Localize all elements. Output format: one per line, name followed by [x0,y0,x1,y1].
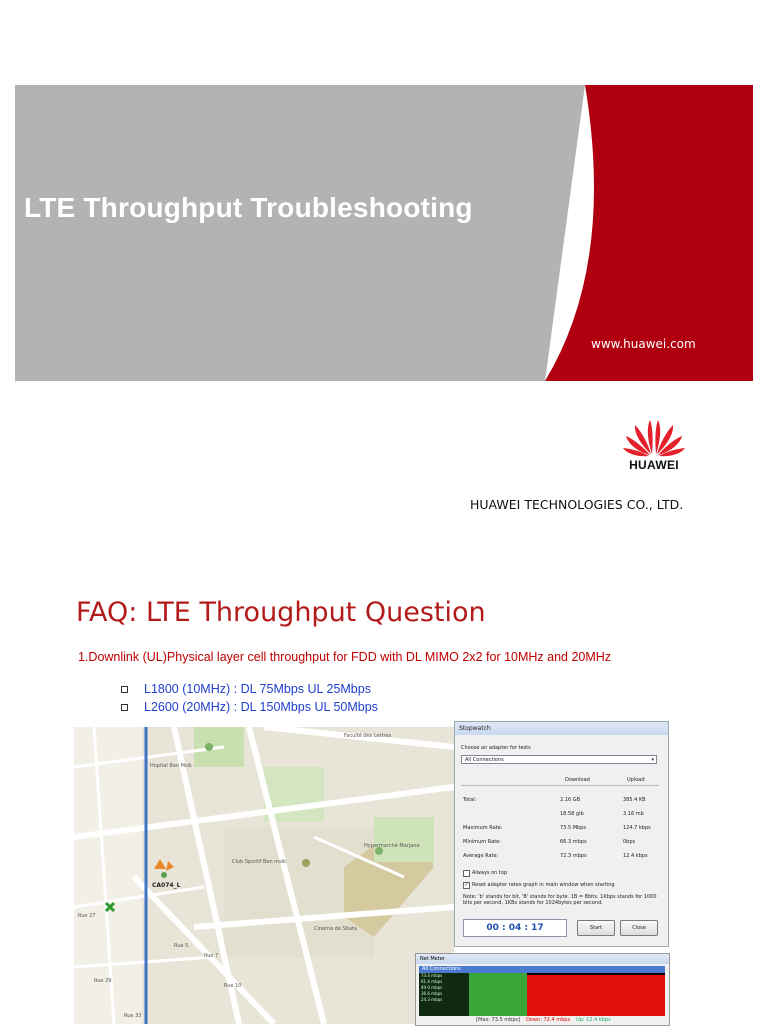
col-download: Download [565,777,590,783]
stat-download: 73.5 Mbps [560,825,586,831]
website-url: www.huawei.com [591,337,696,351]
map-drawing [74,727,454,1024]
stat-upload: 124.7 kbps [623,825,651,831]
stat-download: 72.3 mbps [560,853,587,859]
company-name: HUAWEI TECHNOLOGIES CO., LTD. [470,497,684,512]
stat-upload: 385.4 KB [623,797,646,803]
question-text: 1.Downlink (UL)Physical layer cell throughput for FDD with DL MIMO 2x2 for 10MHz and 20MHz [78,650,612,664]
stat-download: 18.58 gib [560,811,584,817]
reset-checkbox[interactable]: ✓ [464,882,469,888]
adapter-select-value: All Connections [465,757,504,763]
graph-download-area [527,975,665,1016]
stat-label: Total: [463,797,477,803]
close-button[interactable]: Close [620,920,658,936]
svg-text:Hypermarché Marjane: Hypermarché Marjane [364,843,420,849]
graph-scale [419,973,471,1016]
stopwatch-window [454,721,669,947]
netmeter-tab: All Connections [419,966,665,973]
bullet-text: L2600 (20MHz) : DL 150Mbps UL 50Mbps [144,700,378,714]
netmeter-window [415,953,670,1026]
elapsed-timer: 00 : 04 : 17 [463,919,567,937]
svg-text:Faculté des Lettres: Faculté des Lettres [344,733,392,739]
stat-label: Maximum Rate: [463,825,503,831]
presentation-title: LTE Throughput Troubleshooting [24,192,473,223]
scale-label: 49.0 mbps [421,985,443,990]
scale-label: 36.6 mbps [421,991,443,996]
stopwatch-titlebar [455,722,668,735]
stat-download: 2.16 GB [560,797,581,803]
scale-label: 73.4 mbps [421,973,443,978]
list-item [121,698,378,716]
svg-text:Cinema de Sbata: Cinema de Sbata [314,926,357,932]
svg-text:CA074_L: CA074_L [152,882,181,889]
netmeter-status [476,1017,611,1023]
start-button[interactable]: Start [577,920,615,936]
huawei-logo-icon [618,414,690,458]
svg-text:Rue 7: Rue 7 [204,953,219,959]
netmeter-title: Net Meter [420,956,445,962]
bullet-list [121,680,378,716]
chevron-down-icon: ▾ [651,757,654,763]
scale-label: 24.3 mbps [421,997,443,1002]
bullet-icon [121,686,128,693]
stat-download: 66.3 mbps [560,839,587,845]
graph-idle-area [469,973,527,1016]
svg-text:Club Sportif Ben msik: Club Sportif Ben msik [232,859,286,865]
svg-text:Rue 29: Rue 29 [94,978,112,984]
slide-heading: FAQ: LTE Throughput Question [76,597,486,628]
always-on-top-checkbox[interactable] [463,870,470,877]
adapter-select[interactable] [461,755,657,764]
stat-label: Average Rate: [463,853,499,859]
throughput-graph [419,966,665,1016]
scale-label: 61.4 mbps [421,979,443,984]
site-map [74,727,454,1024]
stat-upload: 12.4 kbps [623,853,648,859]
status-up: Up: 12.4 kbps [576,1017,611,1023]
reset-label: Reset adapter rates graph in main window when starting [472,882,615,888]
svg-text:Rue 27: Rue 27 [78,913,96,919]
netmeter-titlebar [416,954,669,964]
svg-text:Rue 10: Rue 10 [224,983,242,989]
banner-gray-panel [15,85,585,381]
col-upload: Upload [627,777,645,783]
units-note: Note: 'b' stands for bit, 'B' stands for byte. 1B = 8bits. 1Kbps stands for 1000 bits per second, 1KBs stands for 1024bytes per second. [463,894,657,906]
stat-label: Minimum Rate: [463,839,501,845]
stat-upload: 3.16 mb [623,811,644,817]
bullet-text: L1800 (10MHz) : DL 75Mbps UL 25Mbps [144,682,371,696]
svg-text:Rue 5: Rue 5 [174,943,189,949]
stopwatch-title: Stopwatch [459,725,491,732]
svg-text:Rue 33: Rue 33 [124,1013,142,1019]
logo-wordmark: HUAWEI [629,458,679,472]
bullet-icon [121,704,128,711]
list-item [121,680,378,698]
always-on-top-label: Always on top [472,870,508,876]
status-down: Down: 72.4 mbps [526,1017,571,1023]
adapter-label: Choose an adapter for tests [461,745,531,751]
svg-text:Hopital Ben Msik: Hopital Ben Msik [150,763,192,769]
status-max: [Max: 73.5 mbps] [476,1017,521,1023]
stat-upload: 0bps [623,839,636,845]
